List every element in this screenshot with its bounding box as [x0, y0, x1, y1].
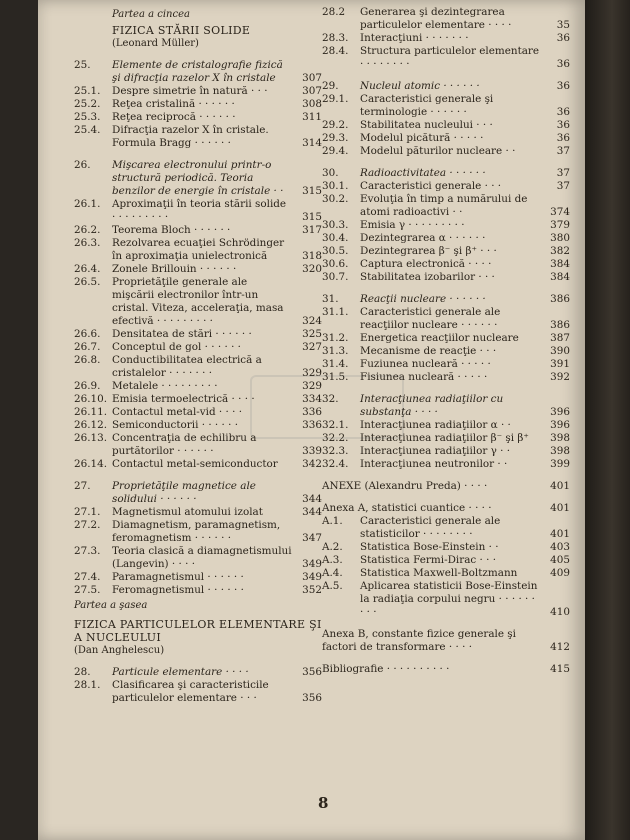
toc-entry-number: 26.14.: [74, 458, 108, 470]
toc-entry-page: 317: [302, 224, 322, 236]
toc-entry: [74, 380, 326, 393]
toc-list-left-2: [74, 666, 326, 705]
toc-entry-number: 32.3.: [322, 445, 349, 457]
toc-entry-number: 26.1.: [74, 198, 101, 210]
toc-entry-title: Statistica Bose-Einstein · ·: [360, 541, 499, 553]
toc-entry-number: 32.2.: [322, 432, 349, 444]
toc-entry: [322, 180, 574, 193]
toc-left-column: [74, 6, 326, 705]
toc-entry-number: 25.1.: [74, 85, 101, 97]
toc-entry-title: Semiconductorii · · · · · ·: [112, 419, 239, 431]
toc-entry-number: 25.4.: [74, 124, 101, 136]
toc-entry-title: Concentraţia de echilibru a purtătorilor · · · · · ·: [112, 432, 257, 457]
toc-entry-title: Proprietăţile generale ale mişcării electronilor într-un cristal. Viteza, acceleraţia, masa efectivă · · · · · · · · ·: [112, 276, 284, 327]
toc-entry-page: 382: [550, 245, 570, 257]
toc-entry: [74, 679, 326, 705]
toc-entry-number: 29.1.: [322, 93, 349, 105]
toc-entry-title: Conductibilitatea electrică a cristalelor · · · · · · ·: [112, 354, 262, 379]
toc-entry: [74, 406, 326, 419]
toc-entry-page: 403: [550, 541, 570, 553]
toc-entry-number: 27.5.: [74, 584, 101, 596]
toc-entry-title: Dezintegrarea α · · · · · ·: [360, 232, 486, 244]
toc-entry-number: 29.4.: [322, 145, 349, 157]
toc-entry-title: Structura particulelor elementare · · · · · · · ·: [360, 45, 540, 70]
toc-entry-title: Caracteristici generale şi terminologie · · · · · ·: [360, 93, 494, 118]
toc-entry-number: 26.13.: [74, 432, 108, 444]
part-label-6: Partea a şasea: [74, 600, 148, 611]
toc-entry-title: Stabilitatea nucleului · · ·: [360, 119, 493, 131]
toc-entry-page: 356: [302, 692, 322, 704]
toc-entry-title: Mecanisme de reacţie · · ·: [360, 345, 497, 357]
toc-entry: [322, 145, 574, 158]
toc-entry-number: 28.4.: [322, 45, 349, 57]
toc-entry: [322, 480, 574, 493]
toc-entry-number: 29.2.: [322, 119, 349, 131]
toc-entry-number: 30.7.: [322, 271, 349, 283]
toc-entry-title: Aplicarea statisticii Bose-Einstein la radiaţia corpului negru · · · · · · · · ·: [360, 580, 538, 618]
toc-entry-title: Proprietăţile magnetice ale solidului · · · · · ·: [112, 480, 256, 505]
toc-entry-title: Interacţiuni · · · · · · ·: [360, 32, 469, 44]
toc-entry-page: 387: [550, 332, 570, 344]
toc-entry-page: 334: [302, 393, 322, 405]
toc-entry: [74, 198, 326, 224]
toc-entry-number: 26.3.: [74, 237, 101, 249]
toc-entry-page: 311: [302, 111, 322, 123]
toc-entry-number: 27.3.: [74, 545, 101, 557]
toc-entry: [74, 276, 326, 328]
toc-entry-title: Nucleul atomic · · · · · ·: [360, 80, 480, 92]
toc-entry: [322, 628, 574, 654]
toc-entry: [322, 293, 574, 306]
toc-entry-title: Evoluţia în timp a numărului de atomi radioactivi · ·: [360, 193, 528, 218]
toc-entry-page: 327: [302, 341, 322, 353]
toc-entry-page: 410: [550, 606, 570, 618]
toc-entry: [322, 245, 574, 258]
toc-entry-page: 36: [556, 106, 570, 118]
toc-entry-title: Contactul metal-semiconductor: [112, 458, 278, 470]
toc-entry-number: 32.: [322, 393, 339, 405]
part-title-6: FIZICA PARTICULELOR ELEMENTARE ŞI A NUCLEULUI: [74, 618, 322, 644]
toc-entry-title: Despre simetrie în natură · · ·: [112, 85, 268, 97]
toc-entry-number: 26.: [74, 159, 91, 171]
toc-entry-page: 349: [302, 571, 322, 583]
toc-entry-page: 349: [302, 558, 322, 570]
toc-entry-page: 379: [550, 219, 570, 231]
toc-entry-page: 315: [302, 211, 322, 223]
toc-entry-page: 391: [550, 358, 570, 370]
toc-entry: [322, 432, 574, 445]
toc-entry: [74, 124, 326, 150]
toc-entry: [74, 328, 326, 341]
toc-entry: [322, 219, 574, 232]
toc-entry-number: 28.2: [322, 6, 346, 18]
toc-entry-title: Teorema Bloch · · · · · ·: [112, 224, 231, 236]
toc-entry-page: 342: [302, 458, 322, 470]
toc-entry: [74, 85, 326, 98]
toc-entry-title: Teoria clasică a diamagnetismului (Langevin) · · · ·: [112, 545, 292, 570]
toc-entry-title: Clasificarea şi caracteristicile particulelor elementare · · ·: [112, 679, 269, 704]
toc-entry-title: Radioactivitatea · · · · · ·: [360, 167, 486, 179]
toc-entry-title: Stabilitatea izobarilor · · ·: [360, 271, 495, 283]
toc-entry-number: A.2.: [322, 541, 343, 553]
toc-entry-number: 25.: [74, 59, 91, 71]
toc-entry-page: 401: [550, 480, 570, 492]
toc-entry: [322, 258, 574, 271]
toc-entry-number: 30.1.: [322, 180, 349, 192]
toc-entry: [322, 554, 574, 567]
toc-entry-number: 26.11.: [74, 406, 108, 418]
toc-entry-page: 329: [302, 367, 322, 379]
toc-entry-number: 26.10.: [74, 393, 108, 405]
toc-entry-title: Fuziunea nucleară · · · · ·: [360, 358, 491, 370]
toc-entry-number: A.5.: [322, 580, 343, 592]
toc-entry-page: 37: [556, 167, 570, 179]
toc-entry-title: Contactul metal-vid · · · ·: [112, 406, 243, 418]
toc-entry-number: 30.5.: [322, 245, 349, 257]
toc-entry: [322, 371, 574, 384]
toc-entry-title: Aproximaţii în teoria stării solide · · · · · · · · ·: [112, 198, 287, 223]
toc-entry: [322, 6, 574, 32]
toc-entry-number: 27.: [74, 480, 91, 492]
toc-entry-number: 30.3.: [322, 219, 349, 231]
toc-entry-title: Feromagnetismul · · · · · ·: [112, 584, 244, 596]
toc-entry: [74, 458, 326, 471]
book-spine: [585, 0, 630, 840]
toc-entry-title: Interacţiunea radiaţiilor γ · ·: [360, 445, 511, 457]
toc-entry-page: 405: [550, 554, 570, 566]
toc-entry-page: 374: [550, 206, 570, 218]
toc-entry-page: 384: [550, 271, 570, 283]
toc-entry-number: 27.2.: [74, 519, 101, 531]
toc-entry-page: 344: [302, 506, 322, 518]
toc-entry-page: 401: [550, 502, 570, 514]
toc-entry-number: 31.5.: [322, 371, 349, 383]
toc-entry: [74, 480, 326, 506]
toc-entry-page: 344: [302, 493, 322, 505]
toc-entry: [322, 419, 574, 432]
toc-entry: [322, 32, 574, 45]
toc-entry-title: Dezintegrarea β⁻ şi β⁺ · · ·: [360, 245, 497, 257]
toc-entry-number: 25.3.: [74, 111, 101, 123]
toc-entry-page: 36: [556, 58, 570, 70]
toc-entry-page: 401: [550, 528, 570, 540]
toc-entry-number: 29.3.: [322, 132, 349, 144]
toc-entry: [74, 237, 326, 263]
part-label: Partea a cincea: [112, 9, 190, 20]
toc-entry-title: Zonele Brillouin · · · · · ·: [112, 263, 237, 275]
toc-entry-title: Bibliografie · · · · · · · · · ·: [322, 663, 450, 675]
toc-entry-title: Particule elementare · · · ·: [112, 666, 249, 678]
toc-entry-title: Rezolvarea ecuaţiei Schrödinger în aproximaţia unielectronică: [112, 237, 285, 262]
toc-entry: [322, 358, 574, 371]
toc-entry-number: 26.4.: [74, 263, 101, 275]
toc-entry-title: Conceptul de gol · · · · · ·: [112, 341, 241, 353]
toc-entry-page: 386: [550, 293, 570, 305]
toc-entry-number: 26.9.: [74, 380, 101, 392]
toc-entry-number: 25.2.: [74, 98, 101, 110]
toc-entry-title: Anexa A, statistici cuantice · · · ·: [322, 502, 492, 514]
toc-entry-number: 28.1.: [74, 679, 101, 691]
toc-entry-page: 398: [550, 432, 570, 444]
toc-entry: [74, 506, 326, 519]
toc-entry: [322, 393, 574, 419]
toc-entry: [322, 119, 574, 132]
toc-entry-title: Interacţiunea radiaţiilor β⁻ şi β⁺: [360, 432, 529, 444]
toc-entry-page: 314: [302, 137, 322, 149]
toc-entry-page: 412: [550, 641, 570, 653]
toc-entry: [74, 432, 326, 458]
toc-entry-number: 28.: [74, 666, 91, 678]
toc-entry-page: 409: [550, 567, 570, 579]
toc-entry-page: 347: [302, 532, 322, 544]
toc-entry-page: 380: [550, 232, 570, 244]
toc-entry: [74, 159, 326, 198]
toc-entry-page: 396: [550, 406, 570, 418]
toc-entry: [322, 332, 574, 345]
toc-entry-title: Reţea cristalină · · · · · ·: [112, 98, 235, 110]
toc-entry: [74, 419, 326, 432]
toc-entry: [74, 354, 326, 380]
toc-entry-title: Mişcarea electronului printr-o structură periodică. Teoria benzilor de energie în cristale · ·: [112, 159, 284, 197]
toc-entry-page: 35: [556, 19, 570, 31]
part-author-6: (Dan Anghelescu): [74, 645, 165, 656]
toc-entry-title: Caracteristici generale ale statisticilor · · · · · · · ·: [360, 515, 501, 540]
toc-entry-number: 27.1.: [74, 506, 101, 518]
toc-entry-number: 26.7.: [74, 341, 101, 353]
toc-entry-title: Magnetismul atomului izolat: [112, 506, 263, 518]
toc-entry-number: 26.12.: [74, 419, 108, 431]
toc-entry: [322, 271, 574, 284]
toc-entry: [322, 93, 574, 119]
toc-entry-page: 36: [556, 80, 570, 92]
toc-entry-page: 324: [302, 315, 322, 327]
toc-entry-title: Paramagnetismul · · · · · ·: [112, 571, 244, 583]
toc-entry: [74, 571, 326, 584]
toc-entry-title: Anexa B, constante fizice generale şi factori de transformare · · · ·: [322, 628, 516, 653]
toc-entry-number: 26.8.: [74, 354, 101, 366]
toc-entry: [74, 224, 326, 237]
toc-entry-number: 31.3.: [322, 345, 349, 357]
toc-entry-page: 307: [302, 72, 322, 84]
toc-right-column: [322, 6, 574, 676]
toc-entry-title: Reacţii nucleare · · · · · ·: [360, 293, 486, 305]
toc-entry-page: 329: [302, 380, 322, 392]
toc-entry-number: 27.4.: [74, 571, 101, 583]
toc-entry: [74, 584, 326, 597]
toc-entry-number: 26.5.: [74, 276, 101, 288]
toc-entry-page: 390: [550, 345, 570, 357]
toc-entry-page: 392: [550, 371, 570, 383]
toc-entry-number: 31.: [322, 293, 339, 305]
toc-entry-title: Statistica Fermi-Dirac · · ·: [360, 554, 497, 566]
toc-entry-title: Emisia γ · · · · · · · · ·: [360, 219, 465, 231]
toc-entry: [322, 541, 574, 554]
toc-entry-title: Energetica reacţiilor nucleare: [360, 332, 519, 344]
toc-entry: [322, 132, 574, 145]
toc-entry-title: ANEXE (Alexandru Preda) · · · ·: [322, 480, 488, 492]
toc-entry-number: 28.3.: [322, 32, 349, 44]
toc-entry-title: Caracteristici generale · · ·: [360, 180, 502, 192]
toc-entry: [74, 666, 326, 679]
toc-entry-title: Interacţiunea radiaţiilor α · ·: [360, 419, 511, 431]
toc-entry: [322, 567, 574, 580]
toc-entry-page: 36: [556, 32, 570, 44]
toc-entry: [322, 515, 574, 541]
toc-entry-number: 26.2.: [74, 224, 101, 236]
toc-entry-number: A.3.: [322, 554, 343, 566]
toc-entry-title: Metalele · · · · · · · · ·: [112, 380, 218, 392]
toc-entry-page: 399: [550, 458, 570, 470]
toc-entry-page: 336: [302, 406, 322, 418]
toc-list-left: [74, 59, 326, 597]
toc-entry-page: 325: [302, 328, 322, 340]
toc-entry: [74, 111, 326, 124]
page-number: 8: [318, 794, 329, 812]
toc-entry-number: 32.4.: [322, 458, 349, 470]
toc-entry: [74, 393, 326, 406]
toc-entry-page: 356: [302, 666, 322, 678]
toc-entry-title: Modelul picătură · · · · ·: [360, 132, 484, 144]
toc-entry-title: Fisiunea nucleară · · · · ·: [360, 371, 488, 383]
toc-entry: [74, 341, 326, 354]
toc-entry: [322, 306, 574, 332]
toc-entry-number: A.4.: [322, 567, 343, 579]
toc-entry-title: Emisia termoelectrică · · · ·: [112, 393, 255, 405]
toc-entry: [74, 545, 326, 571]
toc-entry-page: 336: [302, 419, 322, 431]
toc-entry-title: Generarea şi dezintegrarea particulelor elementare · · · ·: [360, 6, 512, 31]
toc-entry-page: 352: [302, 584, 322, 596]
toc-entry-number: 30.4.: [322, 232, 349, 244]
toc-entry: [74, 263, 326, 276]
toc-entry-title: Interacţiunea radiaţiilor cu substanţa · · · ·: [360, 393, 504, 418]
toc-entry: [322, 193, 574, 219]
toc-entry-page: 315: [302, 185, 322, 197]
toc-list-right: [322, 6, 574, 676]
toc-entry-page: 398: [550, 445, 570, 457]
toc-entry: [322, 580, 574, 619]
toc-entry-page: 415: [550, 663, 570, 675]
toc-entry-number: A.1.: [322, 515, 343, 527]
toc-entry-number: 32.1.: [322, 419, 349, 431]
toc-entry: [74, 519, 326, 545]
toc-entry-page: 396: [550, 419, 570, 431]
toc-entry-number: 31.2.: [322, 332, 349, 344]
toc-entry-page: 320: [302, 263, 322, 275]
toc-entry-title: Statistica Maxwell-Boltzmann: [360, 567, 518, 579]
toc-entry-number: 30.2.: [322, 193, 349, 205]
toc-entry-number: 29.: [322, 80, 339, 92]
toc-entry: [322, 458, 574, 471]
toc-entry-page: 386: [550, 319, 570, 331]
toc-entry: [322, 445, 574, 458]
toc-entry-page: 339: [302, 445, 322, 457]
toc-entry-title: Densitatea de stări · · · · · ·: [112, 328, 252, 340]
toc-entry-number: 30.: [322, 167, 339, 179]
toc-entry-number: 31.4.: [322, 358, 349, 370]
toc-entry-number: 26.6.: [74, 328, 101, 340]
toc-entry-page: 307: [302, 85, 322, 97]
part-title: FIZICA STĂRII SOLIDE: [112, 24, 251, 37]
toc-entry: [322, 663, 574, 676]
toc-entry-title: Difracţia razelor X în cristale. Formula Bragg · · · · · ·: [112, 124, 269, 149]
toc-entry-page: 308: [302, 98, 322, 110]
toc-entry: [322, 167, 574, 180]
toc-entry: [322, 232, 574, 245]
toc-entry-page: 318: [302, 250, 322, 262]
toc-entry: [322, 345, 574, 358]
toc-entry-title: Diamagnetism, paramagnetism, feromagnetism · · · · · ·: [112, 519, 281, 544]
toc-entry: [322, 502, 574, 515]
toc-entry: [74, 98, 326, 111]
toc-entry-title: Caracteristici generale ale reacţiilor nucleare · · · · · ·: [360, 306, 501, 331]
toc-entry-page: 384: [550, 258, 570, 270]
toc-entry-number: 31.1.: [322, 306, 349, 318]
toc-entry-title: Interacţiunea neutronilor · ·: [360, 458, 508, 470]
toc-entry-page: 37: [556, 145, 570, 157]
toc-entry-page: 37: [556, 180, 570, 192]
toc-entry: [74, 59, 326, 85]
toc-entry-title: Captura electronică · · · ·: [360, 258, 492, 270]
toc-entry-title: Elemente de cristalografie fizică şi difracţia razelor X în cristale: [112, 59, 283, 84]
toc-entry-page: 36: [556, 132, 570, 144]
toc-entry-title: Modelul păturilor nucleare · ·: [360, 145, 516, 157]
toc-entry: [322, 80, 574, 93]
toc-entry: [322, 45, 574, 71]
toc-entry-number: 30.6.: [322, 258, 349, 270]
toc-entry-title: Reţea reciprocă · · · · · ·: [112, 111, 236, 123]
toc-entry-page: 36: [556, 119, 570, 131]
part-author: (Leonard Müller): [112, 38, 199, 49]
